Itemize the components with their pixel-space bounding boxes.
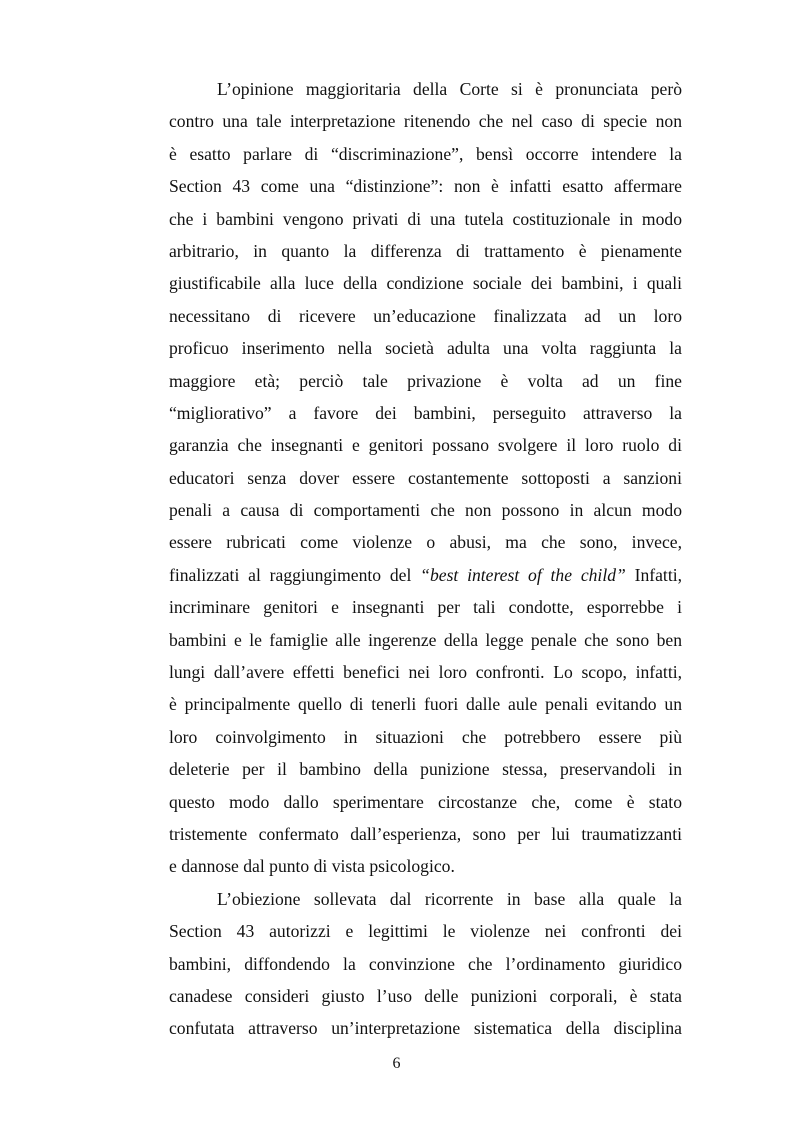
text-line: è esatto parlare di “discriminazione”, bensì occorre intendere la xyxy=(169,143,682,164)
text-line: è principalmente quello di tenerli fuori dalle aule penali evitando un xyxy=(169,694,682,715)
text-line: questo modo dallo sperimentare circostanze che, come è stato xyxy=(169,791,682,812)
text-line: tristemente confermato dall’esperienza, sono per lui traumatizzanti xyxy=(169,823,682,844)
text-line: garanzia che insegnanti e genitori possano svolgere il loro ruolo di xyxy=(169,435,682,456)
text-line: incriminare genitori e insegnanti per tali condotte, esporrebbe i xyxy=(169,597,682,618)
text-line: Section 43 autorizzi e legittimi le violenze nei confronti dei xyxy=(169,921,682,942)
text-line: bambini e le famiglie alle ingerenze della legge penale che sono ben xyxy=(169,629,682,650)
text-line: proficuo inserimento nella società adulta una volta raggiunta la xyxy=(169,338,682,359)
text-line: lungi dall’avere effetti benefici nei loro confronti. Lo scopo, infatti, xyxy=(169,662,682,683)
text-line: giustificabile alla luce della condizione sociale dei bambini, i quali xyxy=(169,273,682,294)
text-line: maggiore età; perciò tale privazione è volta ad un fine xyxy=(169,370,682,391)
document-body xyxy=(169,73,682,1045)
paragraph-1 xyxy=(169,73,682,883)
text-line: bambini, diffondendo la convinzione che l’ordinamento giuridico xyxy=(169,953,682,974)
text-line: educatori senza dover essere costantemente sottoposti a sanzioni xyxy=(169,467,682,488)
text-line: penali a causa di comportamenti che non possono in alcun modo xyxy=(169,500,682,521)
text-line: L’obiezione sollevata dal ricorrente in base alla quale la xyxy=(217,888,682,909)
text-line: confutata attraverso un’interpretazione sistematica della disciplina xyxy=(169,1018,682,1039)
text-line: contro una tale interpretazione ritenendo che nel caso di specie non xyxy=(169,111,682,132)
text-line: necessitano di ricevere un’educazione finalizzata ad un loro xyxy=(169,305,682,326)
text-line: essere rubricati come violenze o abusi, ma che sono, invece, xyxy=(169,532,682,553)
text-line: canadese consideri giusto l’uso delle punizioni corporali, è stata xyxy=(169,985,682,1006)
page-number: 6 xyxy=(392,1055,401,1072)
line-text-before: finalizzati al raggiungimento del xyxy=(169,564,421,585)
text-line: deleterie per il bambino della punizione stessa, preservandoli in xyxy=(169,759,682,780)
italic-phrase: “best interest of the child” xyxy=(420,564,626,585)
text-line: arbitrario, in quanto la differenza di trattamento è pienamente xyxy=(169,240,682,261)
text-line: Section 43 come una “distinzione”: non è infatti esatto affermare xyxy=(169,176,682,197)
text-line: che i bambini vengono privati di una tutela costituzionale in modo xyxy=(169,208,682,229)
text-line: loro coinvolgimento in situazioni che potrebbero essere più xyxy=(169,726,682,747)
text-line: “migliorativo” a favore dei bambini, perseguito attraverso la xyxy=(169,402,682,423)
line-text-after: Infatti, xyxy=(625,564,682,585)
text-line-with-italic xyxy=(169,559,682,591)
text-line: L’opinione maggioritaria della Corte si è pronunciata però xyxy=(217,79,682,99)
text-line: e dannose dal punto di vista psicologico. xyxy=(169,856,455,877)
paragraph-2 xyxy=(169,883,682,1045)
